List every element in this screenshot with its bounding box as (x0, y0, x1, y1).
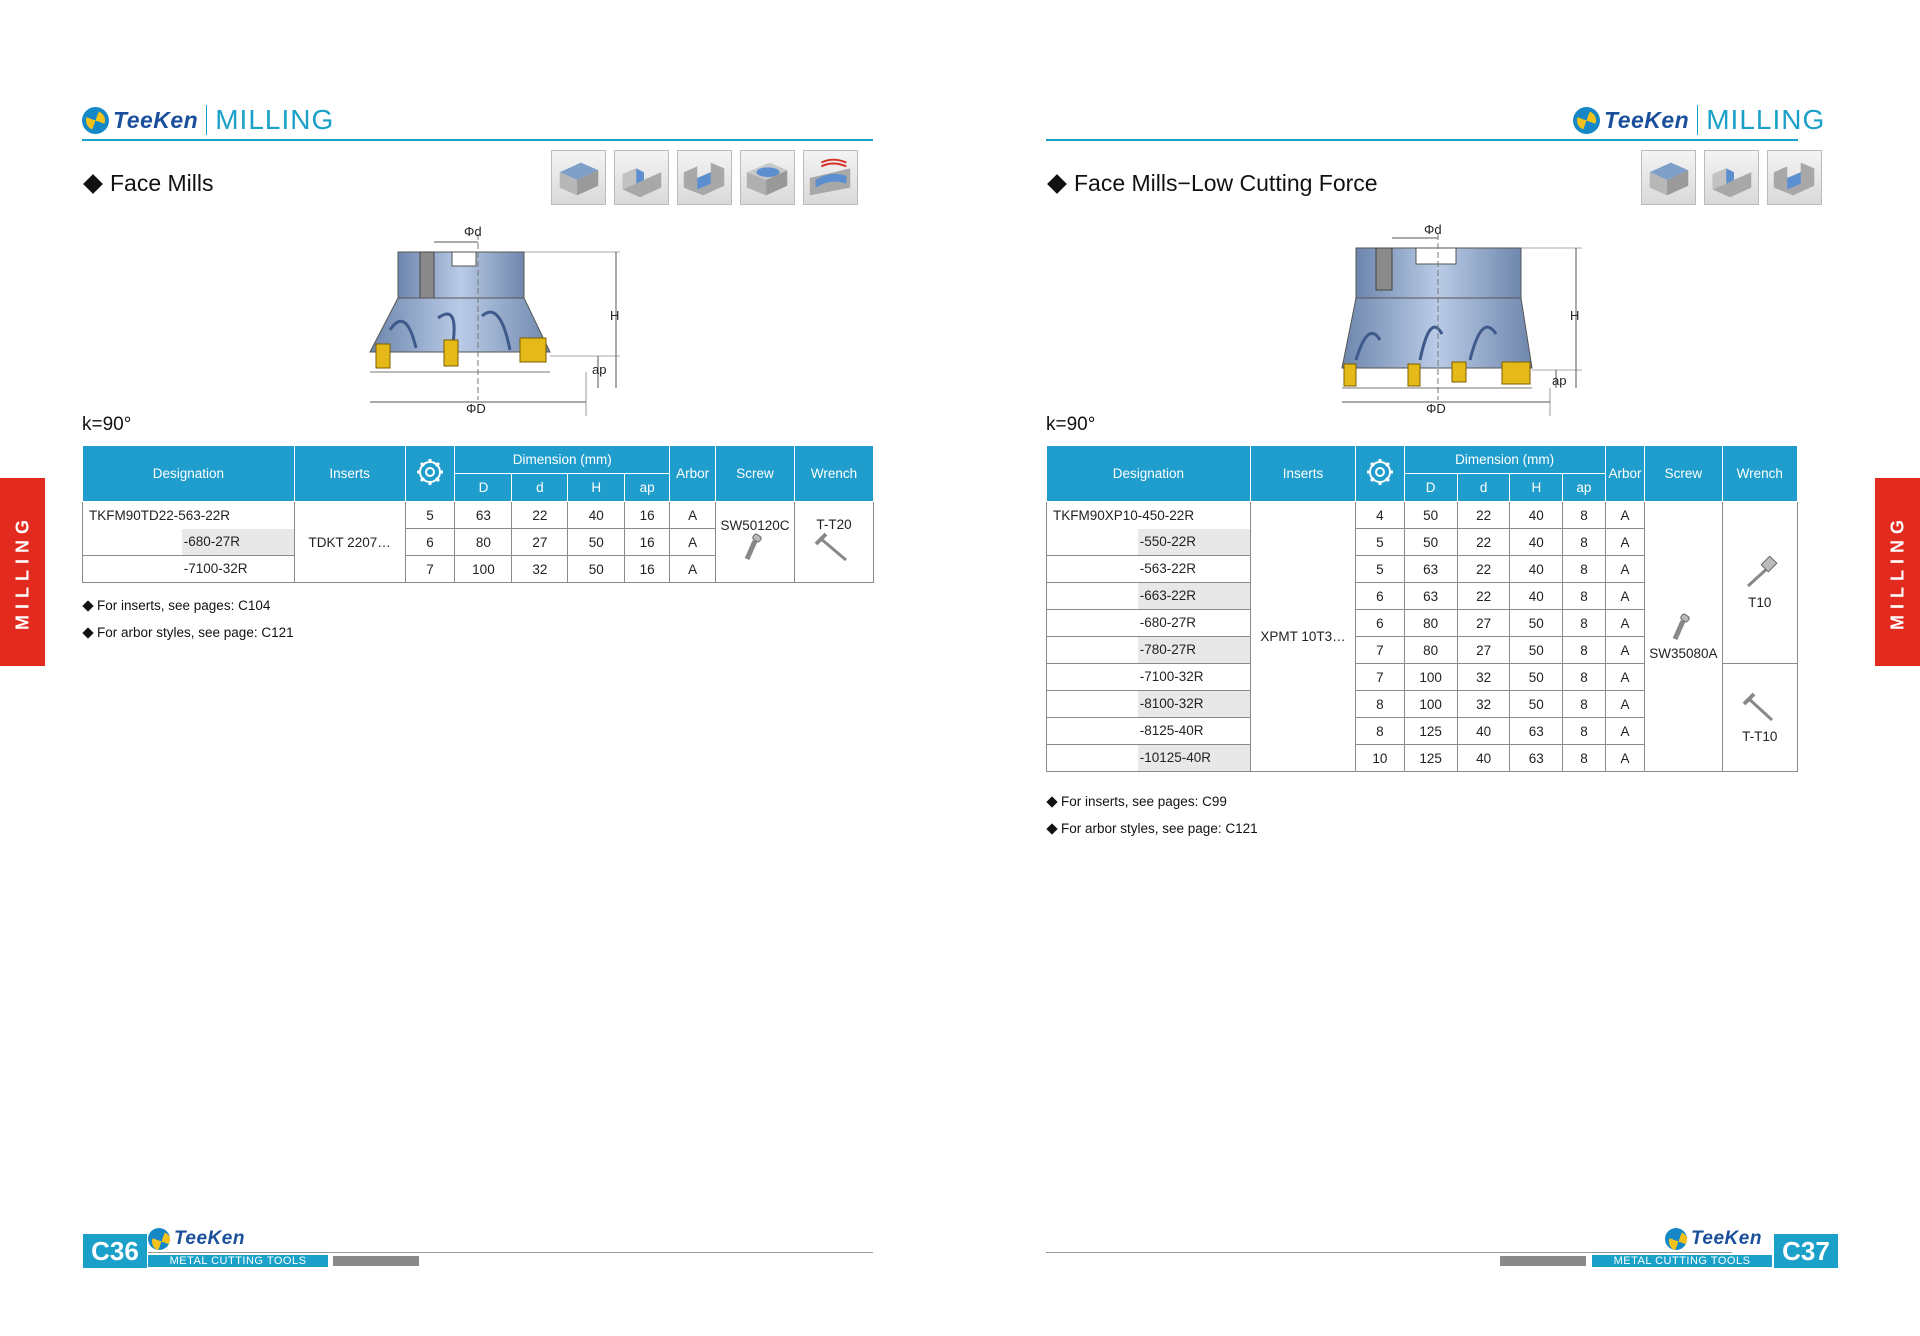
designation-text: -7100-32R (1139, 669, 1204, 684)
ap-cell: 8 (1563, 745, 1606, 772)
d-cell: 32 (1457, 664, 1510, 691)
side-tab-label: MILLING (12, 514, 32, 630)
ap-cell: 16 (625, 529, 670, 556)
operation-icons (551, 150, 858, 205)
teeth-cell: 7 (1356, 637, 1404, 664)
entering-angle: k=90° (82, 414, 132, 435)
drawing-label-ap: ap (1552, 373, 1567, 388)
H-cell: 50 (1510, 637, 1563, 664)
footer-bar (1500, 1256, 1586, 1266)
diamond-bullet-icon (83, 174, 103, 194)
arbor-cell: A (1605, 502, 1645, 529)
header-dimension: Dimension (mm) (1404, 446, 1605, 474)
header-inserts: Inserts (1250, 446, 1356, 502)
footer-brand-name: TeeKen (1691, 1228, 1762, 1249)
spec-table-c37 (1046, 445, 1798, 772)
section-title: MILLING (1706, 104, 1826, 135)
diamond-bullet-icon (1046, 823, 1057, 834)
D-cell: 63 (1404, 583, 1457, 610)
designation-cell (1047, 691, 1251, 718)
teeth-cell: 7 (1356, 664, 1404, 691)
designation-cell (1047, 664, 1251, 691)
face-milling-icon (1641, 150, 1696, 205)
D-cell: 100 (455, 556, 512, 583)
header-inserts: Inserts (294, 446, 405, 502)
brand-name: TeeKen (113, 106, 199, 133)
page-number: C37 (1774, 1234, 1838, 1268)
arbor-cell: A (1605, 556, 1645, 583)
page-c37 (960, 0, 1920, 1336)
ap-cell: 16 (625, 556, 670, 583)
H-cell: 63 (1510, 718, 1563, 745)
drawing-label-ap: ap (592, 362, 607, 377)
diamond-bullet-icon (1046, 796, 1057, 807)
D-cell: 100 (1404, 691, 1457, 718)
teeth-cell: 5 (405, 502, 455, 529)
entering-angle: k=90° (1046, 414, 1096, 435)
table-row (1047, 502, 1798, 529)
header-teeth (1356, 446, 1404, 502)
notes (82, 592, 294, 646)
header-ap: ap (625, 474, 670, 502)
teeth-cell: 7 (405, 556, 455, 583)
designation-cell (1047, 745, 1251, 772)
H-cell: 40 (568, 502, 625, 529)
footer-rule (148, 1252, 873, 1253)
note-arbor (1046, 815, 1258, 842)
header-H: H (568, 474, 625, 502)
brand-logo-icon (1573, 107, 1600, 134)
d-cell: 32 (512, 556, 568, 583)
face-mill-drawing (1320, 220, 1600, 420)
d-cell: 27 (1457, 637, 1510, 664)
designation-cell: TKFM90TD22-563-22R (83, 502, 295, 529)
header-rule (82, 139, 873, 141)
H-cell: 40 (1510, 556, 1563, 583)
screw-cell (1645, 502, 1722, 772)
wrench-cell-top (1722, 502, 1798, 664)
face-milling-icon (551, 150, 606, 205)
pocket-milling-icon (740, 150, 795, 205)
ap-cell: 8 (1563, 691, 1606, 718)
screw-code: SW35080A (1649, 645, 1718, 661)
teeth-cell: 6 (1356, 583, 1404, 610)
teeth-cell: 5 (1356, 556, 1404, 583)
designation-text: -563-22R (1139, 561, 1197, 576)
designation-text: -663-22R (1138, 583, 1250, 609)
diamond-bullet-icon (82, 627, 93, 638)
side-tab-milling (1875, 478, 1920, 666)
wrench-code-top: T10 (1748, 594, 1772, 610)
diamond-bullet-icon (1047, 174, 1067, 194)
d-cell: 40 (1457, 745, 1510, 772)
note-text: For arbor styles, see page: C121 (97, 625, 294, 640)
ap-cell: 8 (1563, 502, 1606, 529)
drawing-label-H: H (610, 308, 620, 323)
footer-logo (1665, 1228, 1762, 1250)
teeth-count-icon (416, 458, 444, 486)
d-cell: 22 (512, 502, 568, 529)
footer-rule (1046, 1252, 1732, 1253)
brand-logo-icon (148, 1228, 170, 1250)
teeth-count-icon (1366, 458, 1394, 486)
wrench-icon (1740, 556, 1780, 592)
footer-brand-name: TeeKen (174, 1228, 245, 1249)
header-wrench: Wrench (1722, 446, 1798, 502)
D-cell: 125 (1404, 718, 1457, 745)
note-inserts (1046, 788, 1258, 815)
D-cell: 80 (1404, 610, 1457, 637)
header-divider (1697, 105, 1698, 135)
diamond-bullet-icon (82, 600, 93, 611)
wrench-cell-bottom (1722, 664, 1798, 772)
notes (1046, 788, 1258, 842)
screw-icon (1668, 613, 1698, 643)
wrench-code-bottom: T-T10 (1742, 728, 1778, 744)
wrench-icon (814, 532, 854, 564)
ap-cell: 8 (1563, 718, 1606, 745)
product-title-text: Face Mills−Low Cutting Force (1074, 170, 1378, 196)
H-cell: 50 (1510, 610, 1563, 637)
arbor-cell: A (1605, 745, 1645, 772)
wrench-icon (1740, 692, 1780, 726)
header-designation: Designation (1047, 446, 1251, 502)
arbor-cell: A (670, 502, 716, 529)
designation-cell: TKFM90XP10-450-22R (1047, 502, 1251, 529)
header-dimension: Dimension (mm) (455, 446, 670, 474)
page-header (82, 100, 334, 140)
designation-cell (1047, 583, 1251, 610)
header-screw: Screw (716, 446, 795, 502)
arbor-cell: A (1605, 583, 1645, 610)
ap-cell: 8 (1563, 637, 1606, 664)
D-cell: 50 (1404, 529, 1457, 556)
ap-cell: 8 (1563, 529, 1606, 556)
header-H: H (1510, 474, 1563, 502)
ap-cell: 16 (625, 502, 670, 529)
slot-milling-icon (1767, 150, 1822, 205)
header-screw: Screw (1645, 446, 1722, 502)
wrench-cell (795, 502, 874, 583)
product-title-text: Face Mills (110, 170, 214, 196)
arbor-cell: A (1605, 529, 1645, 556)
d-cell: 22 (1457, 529, 1510, 556)
teeth-cell: 6 (1356, 610, 1404, 637)
arbor-cell: A (1605, 664, 1645, 691)
face-mill-drawing (360, 220, 640, 420)
header-rule (1046, 139, 1798, 141)
D-cell: 63 (1404, 556, 1457, 583)
footer-tagline: METAL CUTTING TOOLS (148, 1255, 328, 1267)
D-cell: 63 (455, 502, 512, 529)
H-cell: 40 (1510, 502, 1563, 529)
drawing-label-phiD: ΦD (466, 401, 486, 416)
header-designation: Designation (83, 446, 295, 502)
screw-cell (716, 502, 795, 583)
H-cell: 50 (568, 556, 625, 583)
footer-bar (333, 1256, 419, 1266)
d-cell: 27 (512, 529, 568, 556)
header-D: D (1404, 474, 1457, 502)
note-text: For inserts, see pages: C99 (1061, 794, 1227, 809)
drawing-label-phid: Φd (464, 224, 482, 239)
product-title (1046, 170, 1378, 197)
side-tab-milling (0, 478, 45, 666)
D-cell: 80 (455, 529, 512, 556)
designation-cell (1047, 556, 1251, 583)
D-cell: 125 (1404, 745, 1457, 772)
teeth-cell: 10 (1356, 745, 1404, 772)
teeth-cell: 8 (1356, 718, 1404, 745)
designation-text: -8125-40R (1139, 723, 1204, 738)
teeth-cell: 8 (1356, 691, 1404, 718)
H-cell: 50 (1510, 664, 1563, 691)
header-arbor: Arbor (1605, 446, 1645, 502)
note-arbor (82, 619, 294, 646)
designation-cell (83, 556, 295, 583)
page-number: C36 (83, 1234, 147, 1268)
ap-cell: 8 (1563, 610, 1606, 637)
ap-cell: 8 (1563, 583, 1606, 610)
wrench-code: T-T20 (816, 517, 852, 532)
arbor-cell: A (670, 529, 716, 556)
arbor-cell: A (1605, 691, 1645, 718)
H-cell: 50 (568, 529, 625, 556)
page-header (1573, 100, 1825, 140)
header-d: d (1457, 474, 1510, 502)
designation-text: -680-27R (182, 529, 294, 555)
product-title (82, 170, 214, 197)
note-inserts (82, 592, 294, 619)
screw-icon (740, 533, 770, 563)
inserts-cell: XPMT 10T3… (1250, 502, 1356, 772)
H-cell: 40 (1510, 583, 1563, 610)
d-cell: 27 (1457, 610, 1510, 637)
H-cell: 40 (1510, 529, 1563, 556)
side-tab-label: MILLING (1887, 514, 1907, 630)
brand-logo (1573, 107, 1689, 134)
designation-cell (1047, 637, 1251, 664)
drawing-label-phiD: ΦD (1426, 401, 1446, 416)
teeth-cell: 5 (1356, 529, 1404, 556)
D-cell: 100 (1404, 664, 1457, 691)
shoulder-milling-icon (1704, 150, 1759, 205)
teeth-cell: 4 (1356, 502, 1404, 529)
slot-milling-icon (677, 150, 732, 205)
drawing-label-H: H (1570, 308, 1580, 323)
drawing-label-phid: Φd (1424, 222, 1442, 237)
header-d: d (512, 474, 568, 502)
d-cell: 22 (1457, 583, 1510, 610)
teeth-cell: 6 (405, 529, 455, 556)
ramping-milling-icon (803, 150, 858, 205)
operation-icons (1641, 150, 1822, 205)
ap-cell: 8 (1563, 664, 1606, 691)
note-text: For inserts, see pages: C104 (97, 598, 271, 613)
note-text: For arbor styles, see page: C121 (1061, 821, 1258, 836)
designation-cell (1047, 610, 1251, 637)
designation-text: -7100-32R (183, 561, 248, 576)
designation-text: -8100-32R (1138, 691, 1250, 717)
header-wrench: Wrench (795, 446, 874, 502)
header-divider (206, 105, 207, 135)
d-cell: 40 (1457, 718, 1510, 745)
d-cell: 22 (1457, 502, 1510, 529)
inserts-cell: TDKT 2207… (294, 502, 405, 583)
designation-cell (1047, 718, 1251, 745)
header-teeth (405, 446, 455, 502)
footer-tagline: METAL CUTTING TOOLS (1592, 1255, 1772, 1267)
spec-table-c36 (82, 445, 874, 583)
brand-logo (82, 107, 198, 134)
brand-logo-icon (82, 107, 109, 134)
H-cell: 50 (1510, 691, 1563, 718)
D-cell: 50 (1404, 502, 1457, 529)
brand-name: TeeKen (1604, 106, 1690, 133)
designation-text: -10125-40R (1138, 745, 1250, 771)
designation-cell (83, 529, 295, 556)
arbor-cell: A (670, 556, 716, 583)
arbor-cell: A (1605, 637, 1645, 664)
screw-code: SW50120C (720, 518, 790, 533)
D-cell: 80 (1404, 637, 1457, 664)
arbor-cell: A (1605, 718, 1645, 745)
section-title: MILLING (215, 104, 335, 135)
footer-logo (148, 1228, 245, 1250)
brand-logo-icon (1665, 1228, 1687, 1250)
header-arbor: Arbor (670, 446, 716, 502)
H-cell: 63 (1510, 745, 1563, 772)
designation-text: -550-22R (1138, 529, 1250, 555)
arbor-cell: A (1605, 610, 1645, 637)
designation-text: -680-27R (1139, 615, 1197, 630)
table-row (83, 502, 874, 529)
header-D: D (455, 474, 512, 502)
shoulder-milling-icon (614, 150, 669, 205)
designation-text: -780-27R (1138, 637, 1250, 663)
d-cell: 32 (1457, 691, 1510, 718)
ap-cell: 8 (1563, 556, 1606, 583)
d-cell: 22 (1457, 556, 1510, 583)
header-ap: ap (1563, 474, 1606, 502)
designation-cell (1047, 529, 1251, 556)
